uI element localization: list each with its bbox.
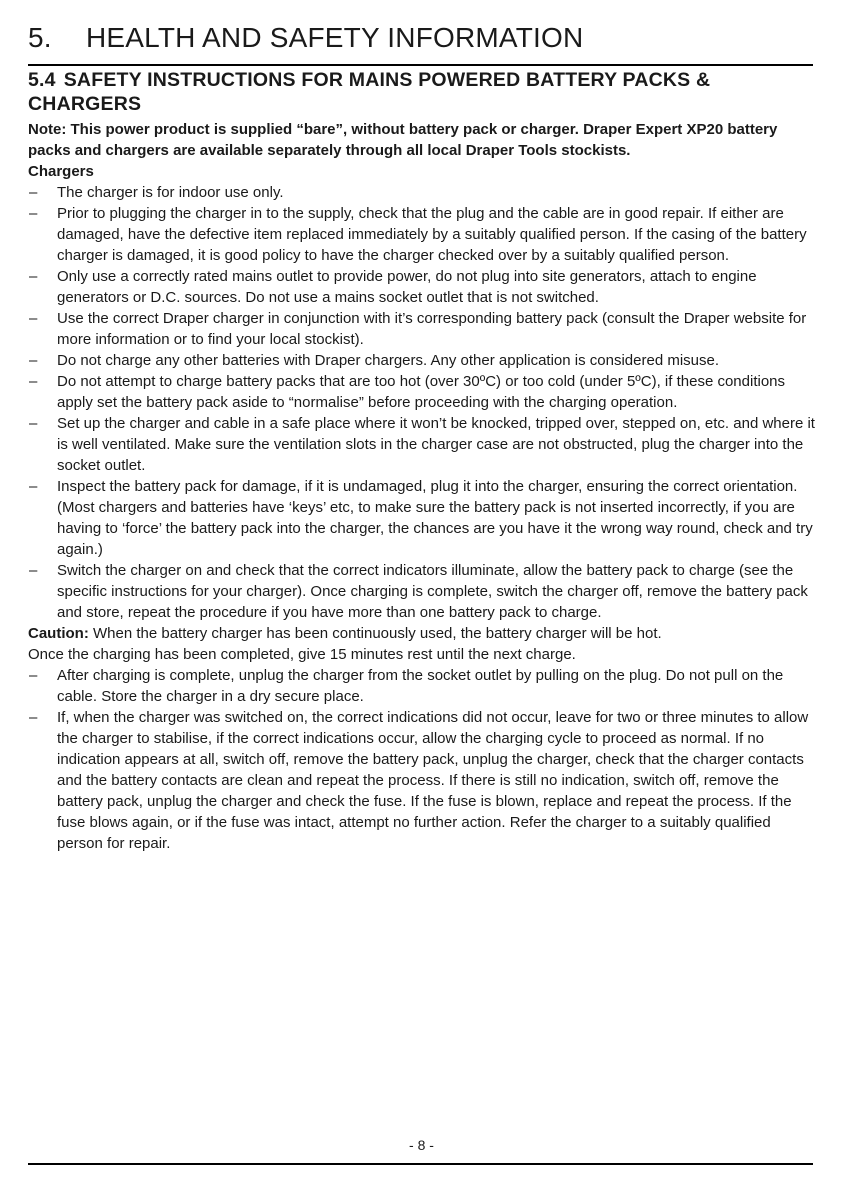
list-item-text: Prior to plugging the charger in to the supply, check that the plug and the cable are in good repair. If either are damaged, have the defective item replaced immediately by a suitably qualified person. If the casing of the battery charger is damaged, it is good policy to have the charger checked over by a suitably qualified person. (57, 205, 807, 264)
list-item-text: Set up the charger and cable in a safe place where it won’t be knocked, tripped over, stepped on, etc. and where it is well ventilated. Make sure the ventilation slots in the charger case are not obstructed, plug the charger into the socket outlet. (57, 415, 815, 474)
dash-bullet: – (29, 268, 38, 285)
list-item-text: Inspect the battery pack for damage, if it is undamaged, plug it into the charger, ensuring the correct orientation. (Most chargers and batteries have ‘keys’ etc, to make sure the battery pack is not inserted incorrectly, if you are having to ‘force’ the battery pack into the charger, the chances are you have it the wrong way round, check and try again.) (57, 478, 813, 558)
dash-bullet: – (29, 478, 38, 495)
caution-label: Caution: (28, 625, 89, 642)
after-charging-list (28, 665, 818, 854)
chargers-heading: Chargers (28, 163, 94, 180)
list-item (28, 266, 818, 308)
dash-bullet: – (29, 667, 38, 684)
subsection-number: 5.4 (28, 69, 56, 91)
list-item-text: Do not attempt to charge battery packs that are too hot (over 30ºC) or too cold (under 5ºC), if these conditions apply set the battery pack aside to “normalise” before proceeding with the charging operation. (57, 373, 786, 411)
section-title-text: HEALTH AND SAFETY INFORMATION (86, 22, 584, 53)
list-item-text: Only use a correctly rated mains outlet to provide power, do not plug into site generators, attach to engine generators or D.C. sources. Do not use a mains socket outlet that is not switched. (57, 268, 757, 306)
rest-paragraph: Once the charging has been completed, give 15 minutes rest until the next charge. (28, 646, 576, 663)
dash-bullet: – (29, 184, 38, 201)
caution-paragraph (28, 623, 818, 644)
section-number: 5. (28, 22, 52, 53)
subsection-title (28, 68, 818, 116)
list-item-text: The charger is for indoor use only. (57, 184, 284, 201)
dash-bullet: – (29, 562, 38, 579)
section-title (28, 22, 583, 54)
list-item (28, 350, 818, 371)
dash-bullet: – (29, 352, 38, 369)
header-rule (28, 64, 813, 66)
list-item-text: Switch the charger on and check that the correct indicators illuminate, allow the battery pack to charge (see the specific instructions for your charger). Once charging is complete, switch the charger off, remove the battery pack and store, repeat the procedure if you have more than one battery pack to charge. (57, 562, 808, 621)
list-item (28, 707, 818, 854)
list-item (28, 371, 818, 413)
footer-rule (28, 1163, 813, 1165)
chargers-list (28, 182, 818, 623)
note-paragraph: Note: This power product is supplied “bare”, without battery pack or charger. Draper Expert XP20 battery packs and chargers are available separately through all local Draper Tools stockists. (28, 121, 778, 159)
list-item (28, 476, 818, 560)
list-item (28, 308, 818, 350)
list-item (28, 182, 818, 203)
list-item-text: If, when the charger was switched on, the correct indications did not occur, leave for two or three minutes to allow the charger to stabilise, if the correct indications occur, allow the charging cycle to proceed as normal. If no indication appears at all, switch off, remove the battery pack, unplug the charger, check that the charger contacts and the battery contacts are clean and repeat the process. If there is still no indication, switch off, remove the battery pack, unplug the charger and check the fuse. If the fuse is blown, replace and repeat the process. If the fuse blows again, or if the fuse was intact, attempt no further action. Refer the charger to a suitably qualified person for repair. (57, 709, 809, 852)
list-item-text: After charging is complete, unplug the charger from the socket outlet by pulling on the plug. Do not pull on the cable. Store the charger in a dry secure place. (57, 667, 784, 705)
dash-bullet: – (29, 373, 38, 390)
list-item (28, 413, 818, 476)
dash-bullet: – (29, 205, 38, 222)
caution-text: When the battery charger has been continuously used, the battery charger will be hot. (88, 625, 662, 642)
list-item-text: Do not charge any other batteries with Draper chargers. Any other application is considered misuse. (57, 352, 720, 369)
subsection-title-text: SAFETY INSTRUCTIONS FOR MAINS POWERED BATTERY PACKS & CHARGERS (28, 69, 711, 115)
dash-bullet: – (29, 709, 38, 726)
list-item (28, 665, 818, 707)
list-item-text: Use the correct Draper charger in conjunction with it’s corresponding battery pack (consult the Draper website for more information or to find your local stockist). (57, 310, 807, 348)
dash-bullet: – (29, 310, 38, 327)
page-content (28, 68, 818, 854)
dash-bullet: – (29, 415, 38, 432)
page-number: - 8 - (409, 1137, 434, 1153)
list-item (28, 560, 818, 623)
list-item (28, 203, 818, 266)
